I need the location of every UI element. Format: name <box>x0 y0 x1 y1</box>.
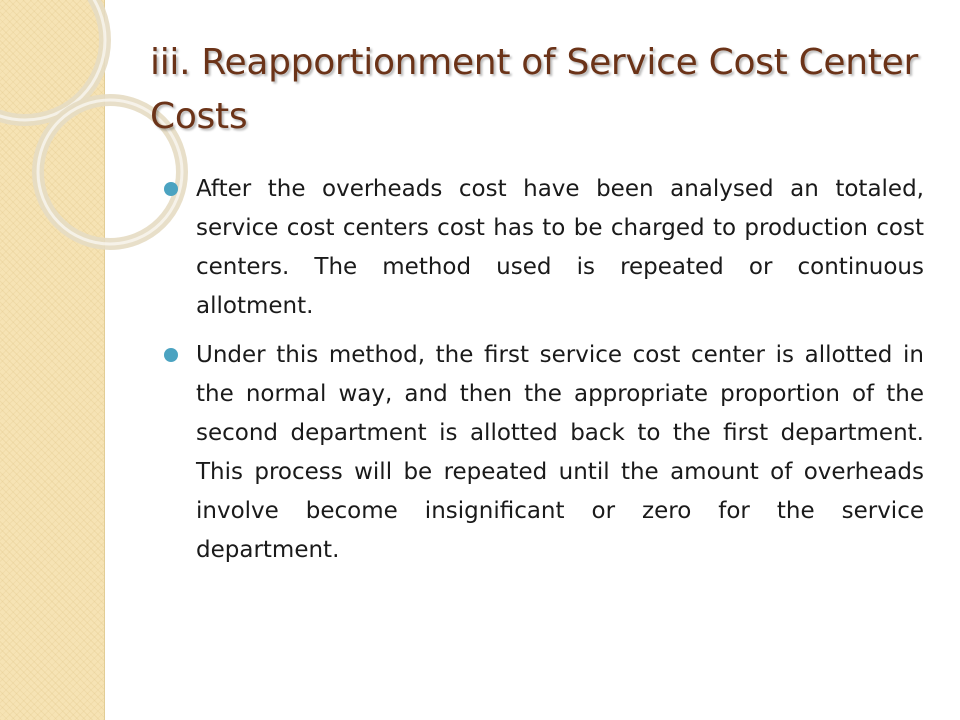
bullet-item <box>196 170 924 326</box>
slide-title: iii. Reapportionment of Service Cost Center Costs <box>150 42 918 137</box>
bullet-dot-icon <box>164 182 178 196</box>
bullet-list <box>196 170 924 580</box>
bullet-dot-icon <box>164 348 178 362</box>
side-band <box>0 0 105 720</box>
bullet-text: Under this method, the first service cost center is allotted in the normal way, and then the appropriate proportion of the second department is allotted back to the first department. This process will be repeated until the amount of overheads involve become insignificant or zero for the service department. <box>196 342 924 563</box>
bullet-text: After the overheads cost have been analysed an totaled, service cost centers cost has to be charged to production cost centers. The method used is repeated or continuous allotment. <box>196 176 924 319</box>
bullet-item <box>196 336 924 570</box>
